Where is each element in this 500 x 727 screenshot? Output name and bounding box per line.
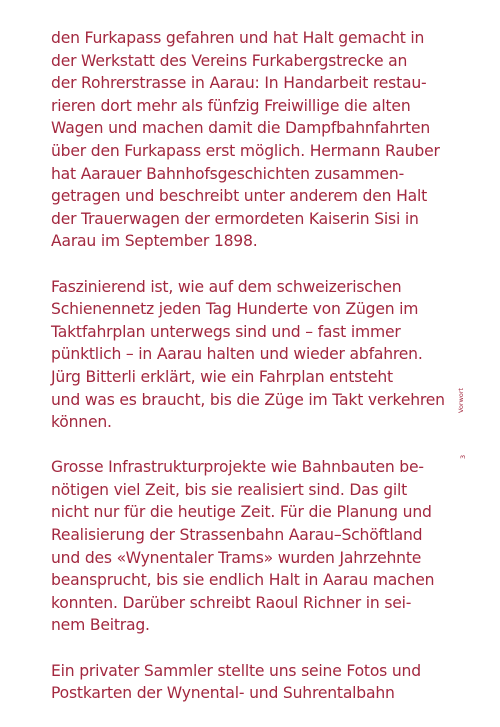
text-line: Schienennetz jeden Tag Hunderte von Zügen im (51, 300, 419, 319)
paragraph (51, 456, 451, 637)
text-line: der Trauerwagen der ermordeten Kaiserin Sisi in (51, 209, 419, 228)
paragraph-gap (51, 637, 451, 660)
text-line: beansprucht, bis sie endlich Halt in Aarau machen (51, 571, 435, 590)
text-line: nem Beitrag. (51, 616, 150, 635)
paragraph-gap (51, 253, 451, 276)
paragraph (51, 660, 451, 705)
text-line: pünktlich – in Aarau halten und wieder abfahren. (51, 345, 423, 364)
text-line: hat Aarauer Bahnhofsgeschichten zusammen- (51, 164, 405, 183)
text-line: Wagen und machen damit die Dampfbahnfahrten (51, 119, 431, 138)
text-line: Faszinierend ist, wie auf dem schweizerischen (51, 277, 402, 296)
text-line: können. (51, 413, 112, 432)
text-line: Ein privater Sammler stellte uns seine Fotos und (51, 661, 421, 680)
text-line: getragen und beschreibt unter anderem den Halt (51, 187, 428, 206)
text-line: konnten. Darüber schreibt Raoul Richner in sei- (51, 593, 412, 612)
text-line: Taktfahrplan unterwegs sind und – fast immer (51, 322, 401, 341)
text-line: Postkarten der Wynental- und Suhrentalbahn (51, 684, 395, 703)
text-line: Grosse Infrastrukturprojekte wie Bahnbauten be- (51, 458, 424, 477)
text-line: nicht nur für die heutige Zeit. Für die Planung und (51, 503, 432, 522)
section-label: Vorwort (457, 387, 465, 413)
text-line: rieren dort mehr als fünfzig Freiwillige die alten (51, 96, 411, 115)
paragraph-gap (51, 434, 451, 457)
paragraph (51, 276, 451, 434)
text-line: den Furkapass gefahren und hat Halt gemacht in (51, 29, 425, 47)
paragraph (51, 27, 451, 253)
margin-note (457, 381, 471, 481)
page-number: 3 (459, 454, 467, 459)
text-line: der Werkstatt des Vereins Furkabergstrecke an (51, 51, 408, 70)
body-text (51, 27, 451, 705)
text-line: nötigen viel Zeit, bis sie realisiert sind. Das gilt (51, 480, 408, 499)
text-line: und des «Wynentaler Trams» wurden Jahrzehnte (51, 548, 422, 567)
text-line: und was es braucht, bis die Züge im Takt verkehren (51, 390, 445, 409)
text-line: Jürg Bitterli erklärt, wie ein Fahrplan entsteht (51, 367, 393, 386)
text-line: Realisierung der Strassenbahn Aarau–Schöftland (51, 526, 423, 545)
text-line: über den Furkapass erst möglich. Hermann Rauber (51, 141, 440, 160)
text-line: Aarau im September 1898. (51, 232, 258, 251)
text-line: der Rohrerstrasse in Aarau: In Handarbeit restau- (51, 74, 427, 93)
